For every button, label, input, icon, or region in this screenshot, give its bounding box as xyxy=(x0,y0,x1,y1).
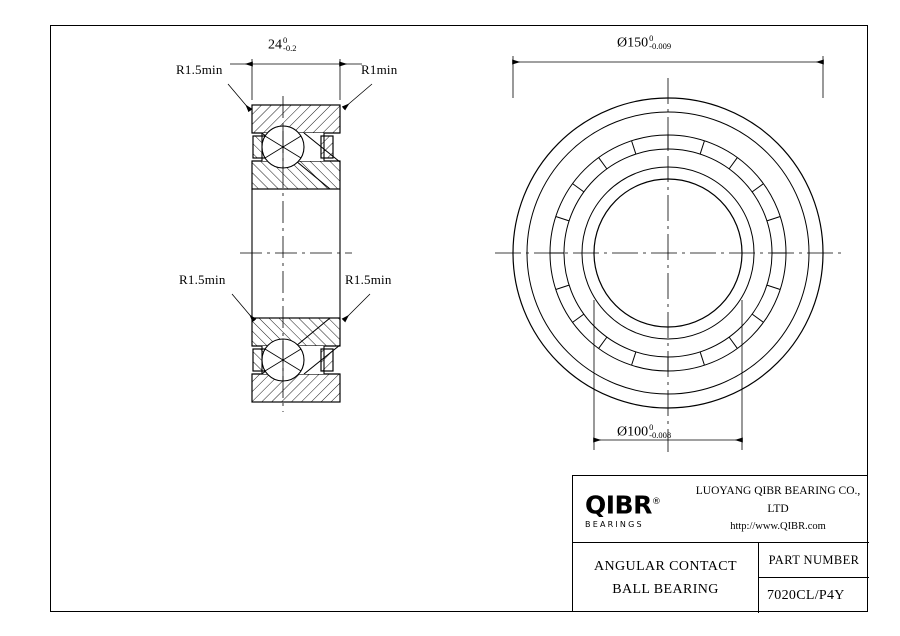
bore-dia-nominal: 100 xyxy=(627,424,649,440)
logo-registered-mark: ® xyxy=(651,496,661,507)
title-block-header xyxy=(573,476,869,543)
label-chamfer-bottom-left: R1.5min xyxy=(179,272,226,287)
part-number-value: 7020CL/P4Y xyxy=(767,587,845,603)
section-view-geometry xyxy=(240,96,352,412)
product-description xyxy=(573,543,759,613)
label-chamfer-top-right: R1min xyxy=(361,62,398,77)
bore-diameter-text xyxy=(617,424,671,441)
company-url[interactable]: http://www.QIBR.com xyxy=(730,521,826,532)
outer-dia-tolerance: 0 -0.009 xyxy=(649,33,672,51)
label-chamfer-bottom-right: R1.5min xyxy=(345,272,392,287)
width-dimension-text xyxy=(268,37,296,54)
title-block-body xyxy=(573,543,869,613)
company-info xyxy=(693,482,869,536)
logo-subtitle: BEARINGS xyxy=(585,520,644,530)
outer-dia-symbol: Ø xyxy=(617,35,628,51)
label-chamfer-top-left: R1.5min xyxy=(176,62,223,77)
product-description-line2: BALL BEARING xyxy=(612,582,719,597)
product-description-line1: ANGULAR CONTACT xyxy=(594,559,737,574)
bore-dia-tolerance: 0 -0.008 xyxy=(649,422,672,440)
width-tolerance: 0 -0.2 xyxy=(283,35,297,53)
company-name: LUOYANG QIBR BEARING CO., LTD xyxy=(695,485,861,515)
part-number-label: PART NUMBER xyxy=(759,543,869,578)
logo-wordmark xyxy=(585,489,693,518)
logo-text: QIBR xyxy=(585,490,652,520)
title-block xyxy=(572,475,868,612)
width-dimension xyxy=(230,59,362,100)
front-view-geometry xyxy=(495,78,845,452)
outer-dia-nominal: 150 xyxy=(627,35,649,51)
bore-dia-symbol: Ø xyxy=(617,424,628,440)
width-nominal: 24 xyxy=(268,37,282,53)
part-number-block xyxy=(759,543,869,613)
company-logo xyxy=(573,489,693,529)
outer-diameter-text xyxy=(617,35,671,52)
